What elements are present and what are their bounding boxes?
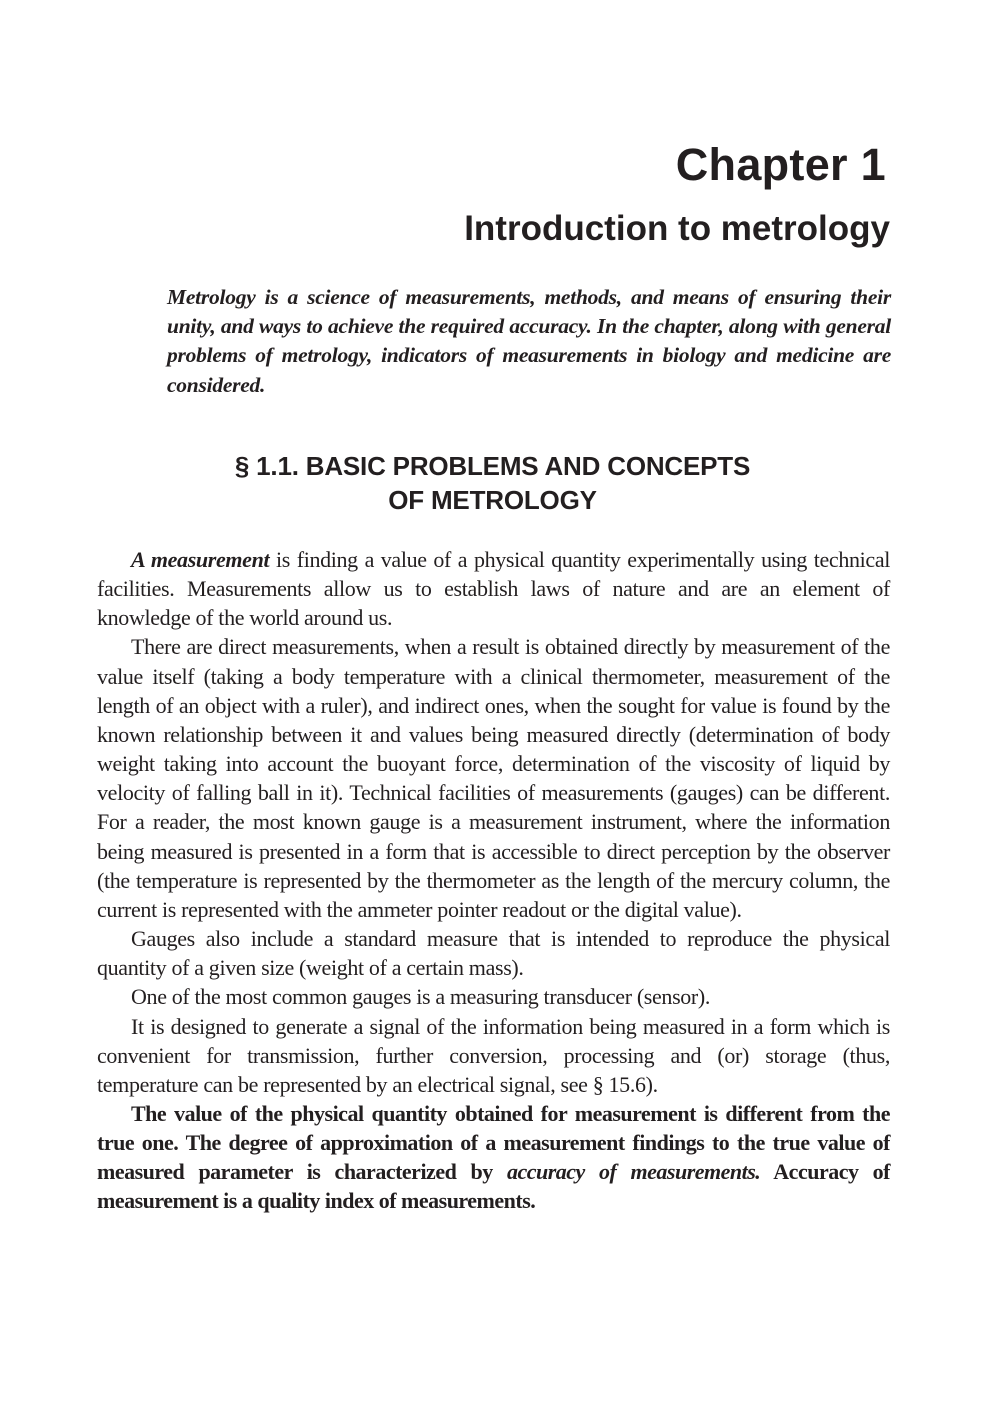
defined-term: A measurement — [131, 547, 270, 572]
body-text — [97, 545, 890, 1216]
paragraph-direct-indirect: There are direct measurements, when a result is obtained directly by measurement of the value itself (taking a body temperature with a clinical thermometer, measurement of the length of an object with a ruler), and indirect ones, when the sought for value is found by the known relationship between it and values being measured directly (determination of body weight taking into account the buoyant force, determination of the viscosity of liquid by velocity of falling ball in it). Technical facilities of measurements (gauges) can be different. For a reader, the most known gauge is a measurement instrument, where the information being measured is presented in a form that is accessible to direct perception by the observer (the temperature is represented by the thermometer as the length of the mercury column, the current is represented with the ammeter pointer readout or the digital value). — [97, 634, 890, 922]
paragraph-measurement-definition — [97, 545, 890, 632]
chapter-number: Chapter 1 — [675, 139, 886, 190]
paragraph-transducer: One of the most common gauges is a measuring transducer (sensor). — [131, 984, 711, 1010]
paragraph-text: is finding a value of a physical quantity experimentally using technical facilities. Measurements allow us to establish laws of nature and are an element of knowledge of the world around us. — [97, 547, 891, 631]
section-heading — [150, 449, 835, 517]
paragraph-accuracy — [97, 1099, 890, 1216]
section-heading-line2: OF METROLOGY — [388, 485, 597, 515]
emphasized-term: accuracy of measurements. — [506, 1159, 761, 1185]
paragraph-signal: It is designed to generate a signal of the information being measured in a form which is convenient for transmission, further conversion, processing and (or) storage (thus, temperature can be represented by an electrical signal, see § 15.6). — [97, 1013, 890, 1097]
paragraph-text: The value of the physical quantity obtained for measurement is different from the true one. The degree of approximation of a measurement findings to the true value of measured parameter is characterized by — [97, 1100, 890, 1185]
paragraph-standard-measure: Gauges also include a standard measure that is intended to reproduce the physical quantity of a given size (weight of a certain mass). — [97, 926, 890, 981]
paragraph-text: Accuracy of measurement is a quality index of measurements. — [97, 1159, 890, 1214]
chapter-title: Introduction to metrology — [464, 209, 890, 248]
section-heading-line1: § 1.1. BASIC PROBLEMS AND CONCEPTS — [234, 451, 751, 481]
chapter-abstract: Metrology is a science of measurements, methods, and means of ensuring their unity, and ways to achieve the required accuracy. In the chapter, along with general problems of metrology, indicators of measurements in biology and medicine are considered. — [167, 285, 891, 397]
